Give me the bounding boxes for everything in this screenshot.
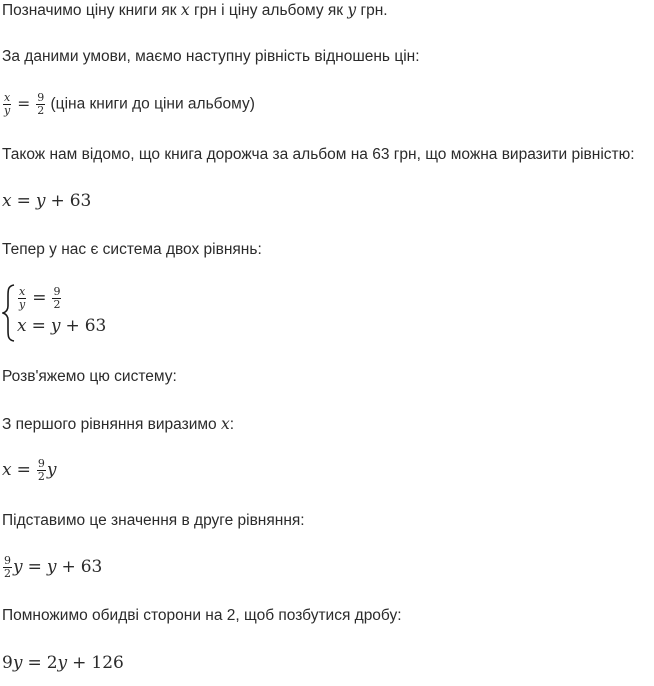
- frac-numerator: x: [4, 91, 11, 104]
- ratio-note: (ціна книги до ціни альбому): [46, 95, 255, 113]
- fraction-x-over-y: [18, 286, 26, 311]
- var-y: y: [35, 191, 46, 211]
- express-x-text: З першого рівняння виразимо: [2, 416, 221, 433]
- multiply-intro-line: [2, 606, 402, 626]
- frac-numerator: 9: [37, 457, 45, 470]
- equals-sign: =: [27, 556, 42, 577]
- fraction-9-over-2: [52, 286, 61, 311]
- var-y: y: [46, 556, 57, 577]
- frac-denominator: 2: [37, 104, 45, 117]
- equals-sign: =: [32, 287, 47, 308]
- solve-intro-line: [2, 367, 177, 387]
- var-x: x: [17, 316, 27, 336]
- var-x: x: [220, 415, 230, 433]
- var-x: x: [180, 1, 190, 19]
- express-x-line: [2, 414, 234, 435]
- number: 63: [69, 191, 92, 211]
- multiply-intro-text: Помножимо обидві сторони на 2, щоб позбутися дробу:: [2, 607, 402, 624]
- var-y: y: [57, 653, 68, 673]
- plus-sign: +: [61, 556, 76, 577]
- system-equation-1: [17, 286, 62, 311]
- var-y: y: [347, 1, 357, 19]
- frac-numerator: 9: [53, 285, 61, 298]
- system-intro-text: Тепер у нас є система двох рівнянь:: [2, 241, 262, 258]
- difference-equation: [2, 191, 91, 211]
- var-y: y: [50, 316, 61, 336]
- solve-intro-text: Розв'яжемо цю систему:: [2, 368, 177, 385]
- number: 2: [46, 653, 58, 673]
- frac-denominator: 2: [4, 567, 11, 580]
- intro-text-1: Позначимо ціну книги як: [2, 2, 181, 19]
- number: 63: [80, 556, 103, 577]
- difference-intro-line: [2, 145, 635, 165]
- equals-sign: =: [31, 316, 46, 336]
- fraction-9-over-2: [37, 458, 46, 483]
- var-y: y: [13, 556, 23, 577]
- var-x: x: [2, 459, 12, 480]
- equals-sign: =: [16, 191, 31, 211]
- intro-text-3: грн.: [356, 2, 388, 19]
- frac-denominator: 2: [37, 470, 45, 483]
- var-y: y: [46, 459, 57, 480]
- number: 126: [91, 653, 124, 673]
- equals-sign: =: [16, 459, 31, 480]
- substitute-intro-text: Підставимо це значення в друге рівняння:: [2, 512, 305, 529]
- frac-numerator: 9: [37, 91, 45, 104]
- intro-text-2: грн і ціну альбому як: [189, 2, 348, 19]
- colon: :: [229, 416, 235, 433]
- plus-sign: +: [65, 316, 80, 336]
- equals-sign: =: [17, 94, 31, 113]
- ratio-intro-text: За даними умови, маємо наступну рівність відношень цін:: [2, 48, 420, 65]
- plus-sign: +: [72, 653, 87, 673]
- ratio-equation-line: [2, 92, 255, 120]
- intro-line: [2, 0, 388, 21]
- frac-numerator: x: [19, 285, 26, 298]
- number: 9: [2, 653, 13, 673]
- var-y: y: [12, 653, 23, 673]
- equals-sign: =: [27, 653, 42, 673]
- var-x: x: [2, 191, 12, 211]
- substituted-equation: [2, 555, 102, 583]
- difference-intro-text: Також нам відомо, що книга дорожча за альбом на 63 грн, що можна виразити рівністю:: [2, 146, 635, 163]
- equation-system: [2, 284, 162, 342]
- multiplied-equation: [2, 653, 124, 673]
- fraction-9-over-2: [36, 92, 45, 117]
- frac-denominator: 2: [53, 298, 61, 311]
- plus-sign: +: [50, 191, 65, 211]
- x-expression-equation: [2, 458, 56, 486]
- fraction-9-over-2: [3, 555, 12, 580]
- system-equation-2: [17, 316, 106, 336]
- fraction-x-over-y: [3, 92, 11, 117]
- frac-denominator: y: [4, 104, 11, 117]
- ratio-intro-line: [2, 47, 420, 67]
- number: 63: [84, 316, 107, 336]
- system-intro-line: [2, 240, 262, 260]
- frac-numerator: 9: [4, 554, 11, 567]
- left-brace-icon: [2, 284, 16, 342]
- substitute-intro-line: [2, 511, 305, 531]
- frac-denominator: y: [19, 298, 26, 311]
